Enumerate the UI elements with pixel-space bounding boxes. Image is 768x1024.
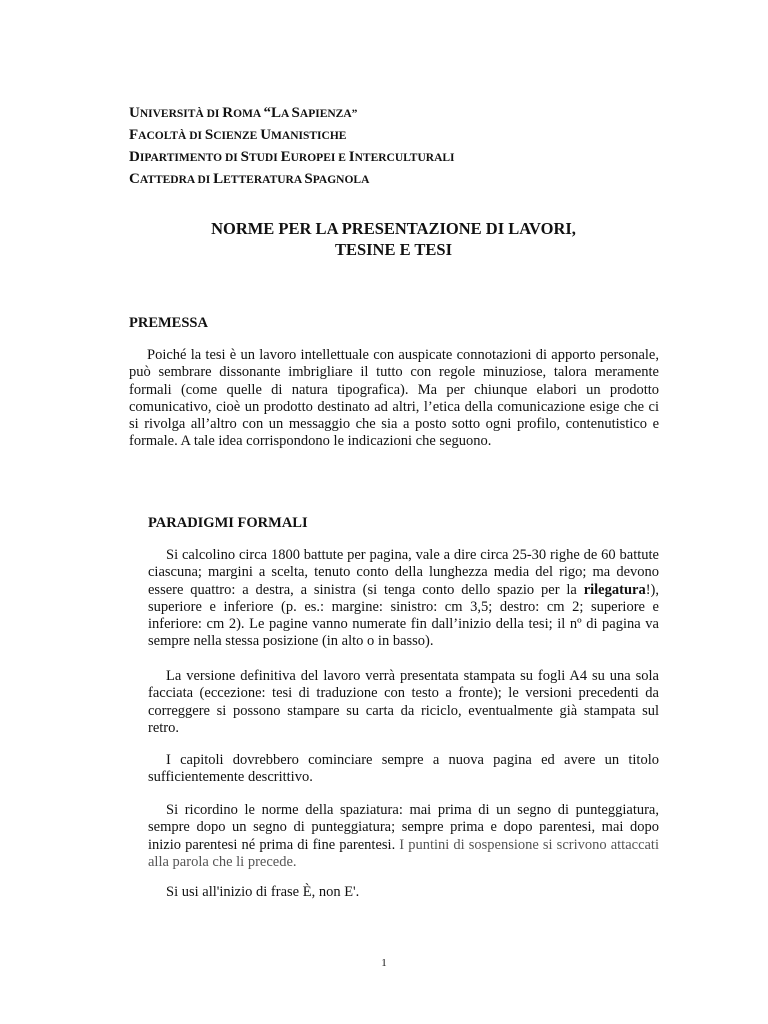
- paragraph-versione-definitiva: La versione definitiva del lavoro verrà presentata stampata su fogli A4 su una sola facciata (eccezione: tesi di traduzione con testo a fronte); le versioni precedenti da correggere si possono stampare su carta da riciclo, eventualmente già stampata sul retro.: [148, 668, 659, 736]
- section-heading-paradigmi: PARADIGMI FORMALI: [148, 515, 308, 531]
- paragraph-battute: Si calcolino circa 1800 battute per pagina, vale a dire circa 25-30 righe de 60 battute ciascuna; margini a scelta, tenuto conto della lunghezza media del rigo; ma devono essere quattro: a destra, a sinistra (si tenga conto dello spazio per la rilegatura!), superiore e inferiore (p. es.: margine: sinistro: cm 3,5; destro: cm 2; superiore e inferiore: cm 2). Le pagine vanno numerate fin dall’inizio della tesi; il nº di pagina va sempre nella stessa posizione (in alto o in basso).: [148, 547, 659, 650]
- paragraph-accento: Si usi all'inizio di frase È, non E'.: [166, 884, 360, 900]
- header-faculty: FACOLTÀ DI SCIENZE UMANISTICHE: [129, 127, 347, 143]
- section-heading-premessa: PREMESSA: [129, 315, 208, 331]
- title-line-2: TESINE E TESI: [334, 240, 453, 259]
- title-line-1: NORME PER LA PRESENTAZIONE DI LAVORI,: [211, 219, 576, 238]
- bold-rilegatura: rilegatura: [583, 581, 646, 598]
- paragraph-capitoli: I capitoli dovrebbero cominciare sempre a nuova pagina ed avere un titolo sufficientemente descrittivo.: [148, 752, 659, 786]
- paragraph-premessa: Poiché la tesi è un lavoro intellettuale con auspicate connotazioni di apporto personale, può sembrare dissonante imbrigliare il tutto con regole minuziose, talora meramente formali (come quelle di natura tipografica). Ma per chiunque elabori un prodotto comunicativo, cioè un prodotto destinato ad altri, l’etica della comunicazione esige che ci si rivolga all’altro con un messaggio che sia a posto sotto ogni profilo, contenutistico e formale. A tale idea corrispondono le indicazioni che seguono.: [129, 347, 659, 450]
- puntini-note: I puntini di sospensione si scrivono attaccati alla parola che li precede.: [148, 836, 659, 870]
- document-title: [129, 218, 658, 260]
- paragraph-spaziatura: Si ricordino le norme della spaziatura: mai prima di un segno di punteggiatura, sempre dopo un segno di punteggiatura; sempre prima e dopo parentesi, mai dopo inizio parentesi né prima di fine parentesi. I puntini di sospensione si scrivono attaccati alla parola che li precede.: [148, 802, 659, 870]
- header-chair: CATTEDRA DI LETTERATURA SPAGNOLA: [129, 171, 370, 187]
- header-university: UNIVERSITÀ DI ROMA “LA SAPIENZA”: [129, 105, 358, 121]
- header-department: DIPARTIMENTO DI STUDI EUROPEI E INTERCULTURALI: [129, 149, 455, 165]
- page-number: 1: [381, 957, 387, 969]
- institution-header: [129, 103, 455, 191]
